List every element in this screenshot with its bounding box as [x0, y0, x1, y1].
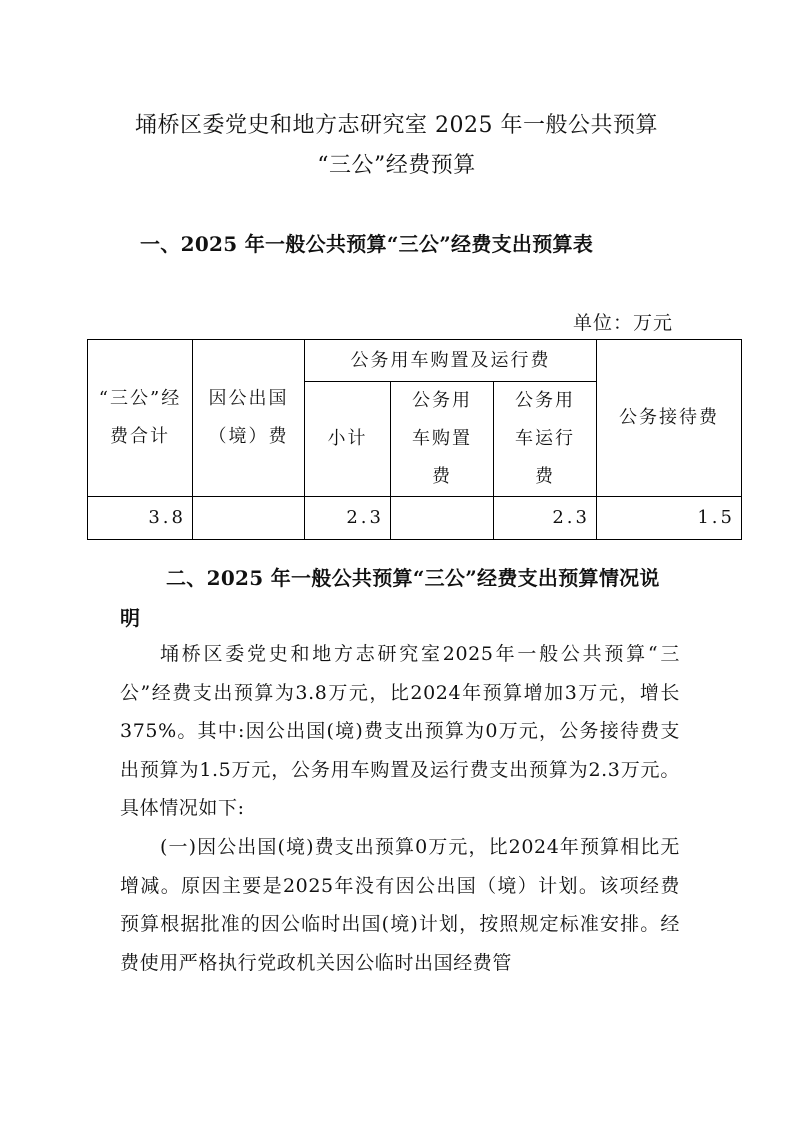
cell-vehicle-purchase: [391, 497, 494, 540]
cell-abroad: [193, 497, 305, 540]
cell-vehicle-operation: 2.3: [494, 497, 597, 540]
header-total: “三公”经费合计: [88, 340, 193, 497]
header-reception: 公务接待费: [597, 340, 742, 497]
document-title-line-1: 埇桥区委党史和地方志研究室 2025 年一般公共预算: [135, 113, 658, 138]
header-vehicle-purchase: 公务用车购置费: [391, 382, 494, 497]
unit-label: 单位：万元: [572, 312, 673, 334]
section-1-heading: 一、2025 年一般公共预算“三公”经费支出预算表: [140, 232, 594, 256]
budget-table: [87, 339, 742, 540]
section-2-heading: 二、2025 年一般公共预算“三公”经费支出预算情况说明: [120, 566, 660, 630]
paragraph-abroad-expense: (一)因公出国(境)费支出预算0万元，比2024年预算相比无增减。原因主要是2025年没有因公出国（境）计划。该项经费预算根据批准的因公临时出国(境)计划，按照规定标准安排。经费使用严格执行党政机关因公临时出国经费管: [120, 836, 680, 974]
header-vehicle-group: 公务用车购置及运行费: [305, 340, 597, 382]
cell-reception: 1.5: [597, 497, 742, 540]
header-vehicle-operation: 公务用车运行费: [494, 382, 597, 497]
document-title-line-2: “三公”经费预算: [317, 153, 476, 178]
header-subtotal: 小计: [305, 382, 391, 497]
cell-subtotal: 2.3: [305, 497, 391, 540]
cell-total: 3.8: [88, 497, 193, 540]
header-abroad: 因公出国（境）费: [193, 340, 305, 497]
paragraph-overview: 埇桥区委党史和地方志研究室2025年一般公共预算“三公”经费支出预算为3.8万元，比2024年预算增加3万元，增长375%。其中:因公出国(境)费支出预算为0万元，公务接待费支出预算为1.5万元，公务用车购置及运行费支出预算为2.3万元。具体情况如下:: [120, 643, 680, 819]
